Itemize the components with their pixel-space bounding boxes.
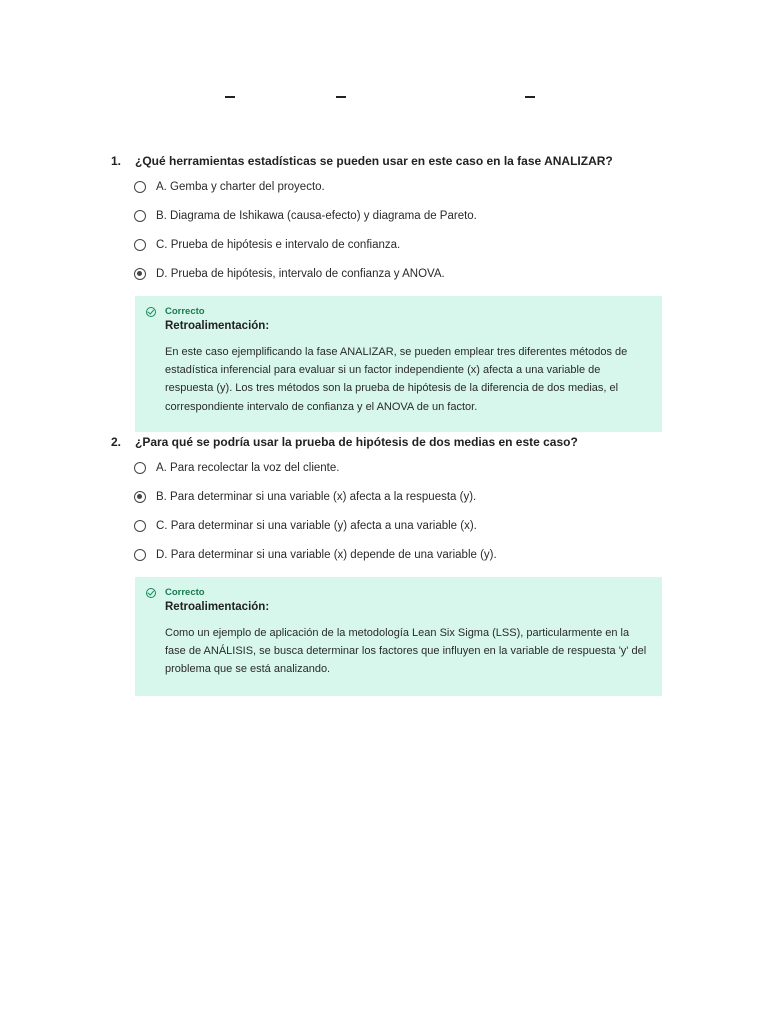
feedback-text: Como un ejemplo de aplicación de la metodología Lean Six Sigma (LSS), particularmente en la fase de ANÁLISIS, se busca determinar los factores que influyen en la variable de respuesta 'y' del problema que se está analizando. xyxy=(165,627,647,676)
header-dash xyxy=(336,96,346,98)
radio-button-selected[interactable] xyxy=(134,268,146,280)
radio-button[interactable] xyxy=(134,520,146,532)
feedback-title: Retroalimentación: xyxy=(165,601,270,613)
option-label: C. Prueba de hipótesis e intervalo de confianza. xyxy=(156,239,401,251)
radio-button[interactable] xyxy=(134,239,146,251)
feedback-title: Retroalimentación: xyxy=(165,320,270,332)
radio-button[interactable] xyxy=(134,181,146,193)
feedback-status-label: Correcto xyxy=(165,306,205,317)
option-a[interactable] xyxy=(134,462,497,491)
feedback-box xyxy=(135,577,662,696)
option-label: B. Para determinar si una variable (x) afecta a la respuesta (y). xyxy=(156,491,477,503)
question-prompt: ¿Para qué se podría usar la prueba de hipótesis de dos medias en este caso? xyxy=(135,435,578,449)
option-label: A. Gemba y charter del proyecto. xyxy=(156,181,325,193)
radio-button[interactable] xyxy=(134,462,146,474)
option-d[interactable] xyxy=(134,268,477,297)
feedback-box xyxy=(135,296,662,432)
options-list xyxy=(134,462,497,578)
feedback-status-label: Correcto xyxy=(165,587,205,598)
options-list xyxy=(134,181,477,297)
question-text xyxy=(111,435,578,449)
option-c[interactable] xyxy=(134,239,477,268)
option-b[interactable] xyxy=(134,491,497,520)
radio-button[interactable] xyxy=(134,210,146,222)
option-label: A. Para recolectar la voz del cliente. xyxy=(156,462,340,474)
option-c[interactable] xyxy=(134,520,497,549)
option-label: C. Para determinar si una variable (y) afecta a una variable (x). xyxy=(156,520,477,532)
question-number: 1. xyxy=(111,154,122,168)
option-label: B. Diagrama de Ishikawa (causa-efecto) y diagrama de Pareto. xyxy=(156,210,477,222)
feedback-status xyxy=(146,306,205,317)
feedback-text: En este caso ejemplificando la fase ANALIZAR, se pueden emplear tres diferentes métodos de estadística inferencial para evaluar si un factor independiente (x) afecta a una variable de respuesta (y). Los tres métodos son la prueba de hipótesis de la diferencia de dos medias, el correspondiente intervalo de confianza y el ANOVA de un factor. xyxy=(165,346,628,413)
question-text xyxy=(111,154,613,168)
radio-button[interactable] xyxy=(134,549,146,561)
question-number: 2. xyxy=(111,435,122,449)
question-prompt: ¿Qué herramientas estadísticas se pueden usar en este caso en la fase ANALIZAR? xyxy=(135,154,613,168)
check-circle-icon xyxy=(146,307,156,317)
check-circle-icon xyxy=(146,588,156,598)
option-label: D. Prueba de hipótesis, intervalo de confianza y ANOVA. xyxy=(156,268,445,280)
option-label: D. Para determinar si una variable (x) depende de una variable (y). xyxy=(156,549,497,561)
header-dash xyxy=(225,96,235,98)
feedback-status xyxy=(146,587,205,598)
header-dash xyxy=(525,96,535,98)
radio-button-selected[interactable] xyxy=(134,491,146,503)
option-a[interactable] xyxy=(134,181,477,210)
option-d[interactable] xyxy=(134,549,497,578)
option-b[interactable] xyxy=(134,210,477,239)
